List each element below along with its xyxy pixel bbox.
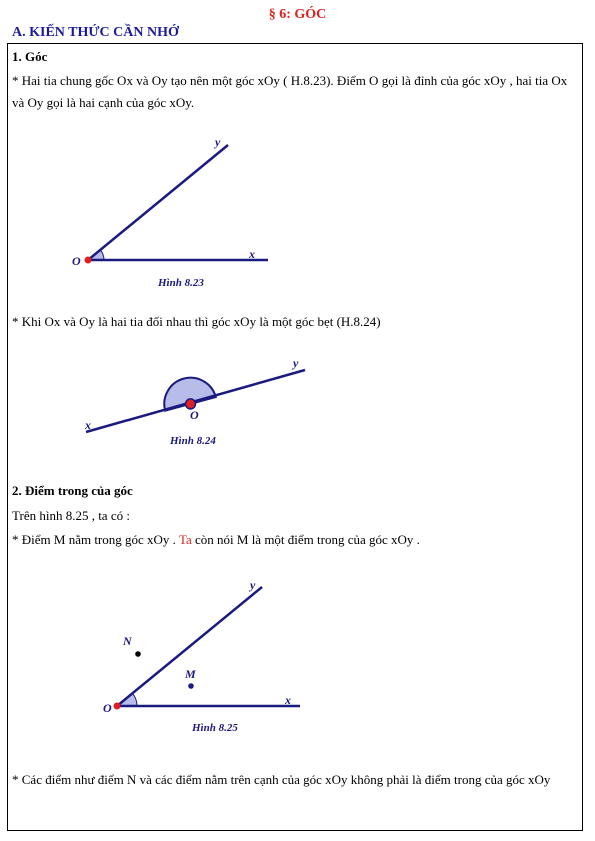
- vertex-o-823: [85, 257, 92, 264]
- point-m-text-a: * Điểm M nằm trong góc xOy .: [12, 532, 179, 547]
- heading-interior-point: 2. Điểm trong của góc: [12, 483, 133, 498]
- figure-8-23: [72, 135, 268, 289]
- point-m-text-red: Ta: [178, 532, 192, 547]
- label-o-824: O: [190, 408, 199, 422]
- label-o-823: O: [72, 254, 81, 268]
- label-y-825: y: [250, 578, 256, 592]
- label-y-824: y: [293, 356, 299, 370]
- label-x-825: x: [285, 693, 291, 707]
- heading-goc: 1. Góc: [12, 49, 48, 64]
- label-x-824: x: [85, 418, 91, 432]
- point-n: [135, 651, 141, 657]
- paragraph-definition: * Hai tia chung gốc Ox và Oy tạo nên một góc xOy ( H.8.23). Điểm O gọi là đỉnh của góc xOy , hai tia Ox và Oy gọi là hai cạnh của góc xOy.: [12, 73, 568, 110]
- point-m-text-b: còn nói M là một điểm trong của góc xOy .: [191, 532, 420, 547]
- label-m-825: M: [185, 667, 196, 681]
- label-o-825: O: [103, 701, 112, 715]
- section-heading: A. KIẾN THỨC CẦN NHỚ: [12, 25, 179, 40]
- vertex-o-825: [114, 703, 121, 710]
- figure-8-24: [84, 356, 305, 447]
- page-title: § 6: GÓC: [268, 7, 327, 22]
- label-x-823: x: [249, 247, 255, 261]
- figure-8-25: [103, 578, 300, 734]
- point-m: [188, 683, 194, 689]
- paragraph-figure-ref: Trên hình 8.25 , ta có :: [12, 508, 130, 523]
- label-y-823: y: [215, 135, 221, 149]
- ray-oy-823: [88, 145, 228, 260]
- label-n-825: N: [123, 634, 132, 648]
- paragraph-exterior-points: * Các điểm như điểm N và các điểm nằm trên cạnh của góc xOy không phải là điểm trong của góc xOy: [12, 772, 551, 787]
- caption-825: Hình 8.25: [192, 722, 238, 734]
- caption-824: Hình 8.24: [170, 435, 216, 447]
- paragraph-straight-angle: * Khi Ox và Oy là hai tia đối nhau thì góc xOy là một góc bẹt (H.8.24): [12, 314, 381, 329]
- caption-823: Hình 8.23: [158, 277, 204, 289]
